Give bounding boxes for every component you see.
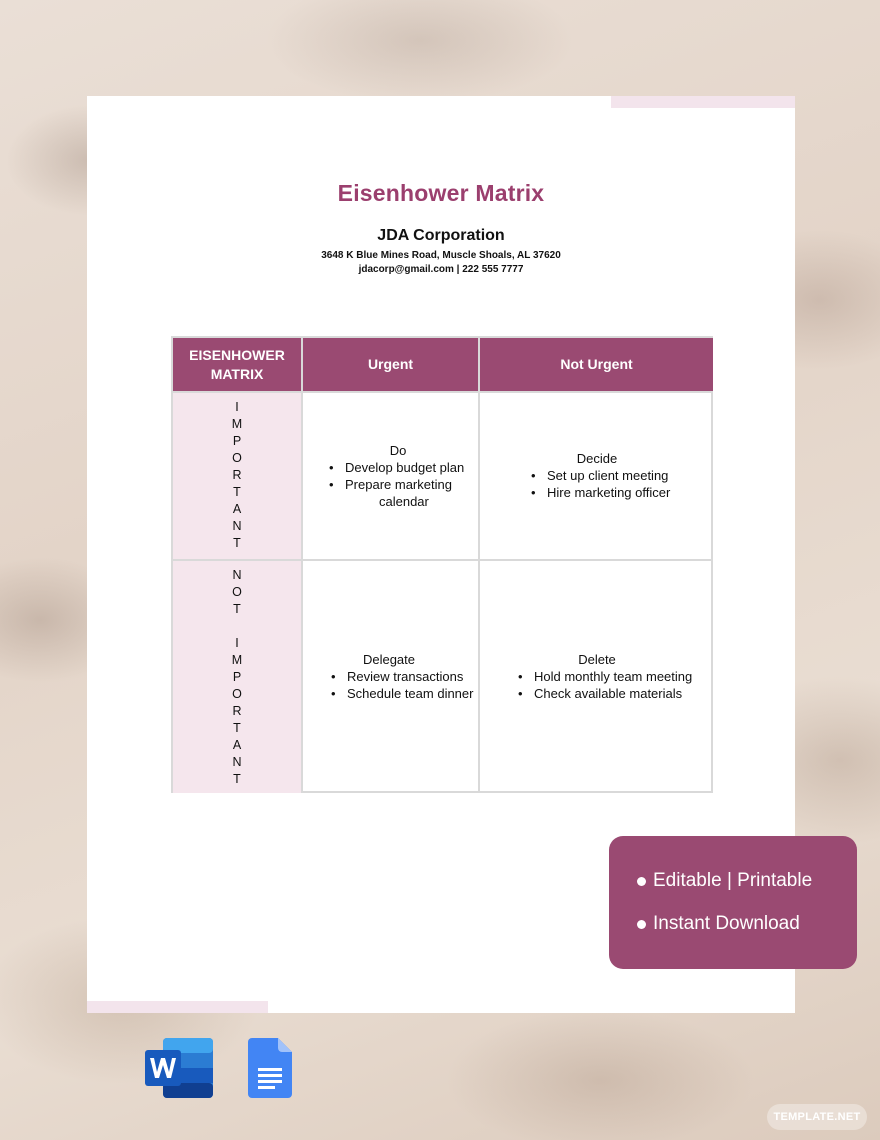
badge-text: Instant Download	[653, 913, 800, 934]
quadrant-title: Delete	[578, 652, 616, 667]
row-label-letter: O	[232, 451, 242, 465]
row-label-letter: N	[232, 519, 242, 533]
badge-line-download	[637, 913, 800, 935]
row-label-letter: M	[231, 653, 243, 667]
grid-line	[301, 338, 303, 793]
quadrant-do	[325, 442, 475, 510]
row-label-letter: P	[232, 434, 242, 448]
grid-line	[173, 391, 713, 393]
row-label-letter: I	[235, 636, 239, 650]
row-label-letter: T	[233, 485, 241, 499]
column-header-not-urgent: Not Urgent	[480, 338, 713, 391]
row-label-important	[173, 391, 301, 559]
eisenhower-matrix-table	[171, 336, 713, 793]
quadrant-title: Delegate	[362, 652, 416, 667]
row-label-letter: N	[232, 755, 242, 769]
badge-text: Editable | Printable	[653, 870, 813, 891]
list-item: • Schedule team dinner	[327, 685, 477, 702]
row-label-letter: I	[235, 400, 239, 414]
quadrant-list	[325, 459, 475, 493]
row-label-letter: O	[232, 585, 242, 599]
list-item: • Hold monthly team meeting	[514, 668, 709, 685]
google-docs-icon[interactable]	[248, 1038, 292, 1098]
bullet-icon	[637, 920, 646, 929]
list-item: • Hire marketing officer	[527, 484, 707, 501]
row-label-letter: O	[232, 687, 242, 701]
quadrant-title: Decide	[576, 451, 618, 466]
list-item: • Prepare marketing	[325, 476, 475, 493]
grid-line	[478, 338, 480, 793]
row-label-letter: M	[231, 417, 243, 431]
column-header-urgent: Urgent	[303, 338, 478, 391]
grid-line	[173, 559, 713, 561]
corner-header	[173, 338, 301, 391]
bullet-icon	[637, 877, 646, 886]
quadrant-list	[527, 467, 707, 501]
feature-badge	[609, 836, 857, 969]
quadrant-delete	[514, 651, 709, 702]
row-label-letter: A	[232, 738, 242, 752]
quadrant-decide	[527, 450, 707, 501]
document-title: Eisenhower Matrix	[337, 180, 545, 206]
list-item: • Develop budget plan	[325, 459, 475, 476]
page-accent-top	[611, 96, 795, 108]
quadrant-list	[327, 668, 477, 702]
microsoft-word-icon[interactable]	[145, 1038, 213, 1098]
row-label-letter: T	[233, 602, 241, 616]
row-label-letter: T	[233, 772, 241, 786]
row-label-letter: A	[232, 502, 242, 516]
row-label-letter: P	[232, 670, 242, 684]
row-label-letter	[173, 618, 301, 635]
quadrant-list	[514, 668, 709, 702]
row-label-letter: T	[233, 721, 241, 735]
quadrant-delegate	[327, 651, 477, 702]
row-label-letter: N	[232, 568, 242, 582]
company-name: JDA Corporation	[377, 227, 505, 244]
row-label-not-important	[173, 561, 301, 793]
row-label-letter: R	[232, 704, 242, 718]
row-label-letter: T	[233, 536, 241, 550]
corner-header-line-2: MATRIX	[210, 365, 264, 382]
company-contact: jdacorp@gmail.com | 222 555 7777	[358, 264, 524, 275]
list-item: • Set up client meeting	[527, 467, 707, 484]
list-item-continuation: calendar	[379, 494, 429, 509]
corner-header-line-1: EISENHOWER	[189, 346, 285, 363]
badge-line-editable	[637, 870, 812, 892]
list-item: • Check available materials	[514, 685, 709, 702]
company-address: 3648 K Blue Mines Road, Muscle Shoals, AL 37620	[321, 250, 561, 261]
quadrant-title: Do	[389, 443, 407, 458]
template-watermark: TEMPLATE.NET	[767, 1104, 867, 1130]
row-label-letter: R	[232, 468, 242, 482]
page-accent-bottom	[87, 1001, 268, 1013]
list-item: • Review transactions	[327, 668, 477, 685]
